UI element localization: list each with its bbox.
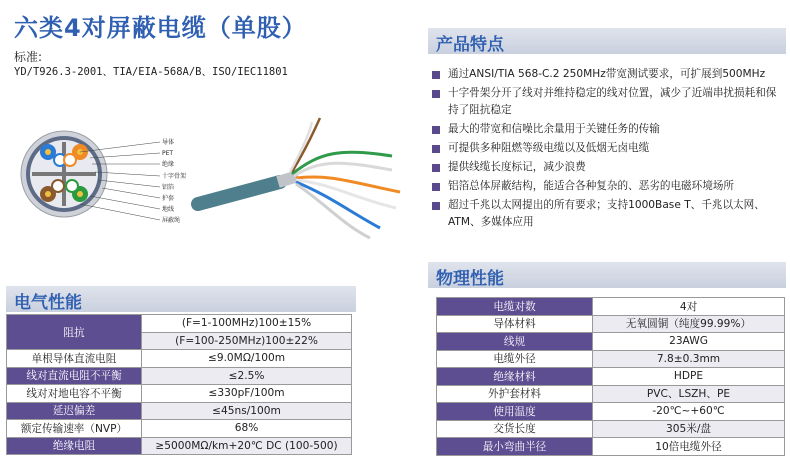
table-row [7, 402, 352, 420]
row-value: ≤45ns/100m [142, 402, 352, 420]
table-row [437, 438, 785, 456]
feature-item: 提供线缆长度标记，减少浪费 [428, 159, 783, 176]
features-title: 产品特点 [436, 35, 504, 55]
electrical-title: 电气性能 [14, 293, 82, 313]
diagram-label-drain-wire: 地线 [162, 206, 175, 213]
row-label: 电缆外径 [437, 350, 593, 368]
row-label: 线对对地电容不平衡 [7, 385, 142, 403]
feature-item: 通过ANSI/TIA 568-C.2 250MHz带宽测试要求，可扩展到500MHz [428, 66, 783, 83]
impedance-label: 阻抗 [7, 315, 142, 350]
table-row [437, 298, 785, 316]
page-title: 六类4对屏蔽电缆（单股） [14, 14, 307, 42]
table-row [437, 403, 785, 421]
diagram-label-pet: PET [162, 150, 174, 157]
feature-item: 可提供多种阻燃等级电缆以及低烟无卤电缆 [428, 140, 783, 157]
row-value: HDPE [593, 368, 785, 386]
features-list [428, 66, 783, 233]
diagram-label-conductor: 导体 [162, 139, 175, 146]
row-value: ≥5000MΩ/km+20℃ DC (100-500) [142, 437, 352, 455]
table-row [7, 437, 352, 455]
table-row [7, 315, 352, 333]
standards-text: YD/T926.3-2001、TIA/EIA-568A/B、ISO/IEC11801 [14, 66, 288, 78]
row-label: 绝缘材料 [437, 368, 593, 386]
diagram-label-cross-filler: 十字骨架 [162, 173, 187, 180]
table-row [7, 350, 352, 368]
diagram-label-foil: 铝箔 [162, 184, 175, 191]
physical-title: 物理性能 [436, 269, 504, 289]
row-value: 23AWG [593, 333, 785, 351]
row-value: 4对 [593, 298, 785, 316]
row-value: PVC、LSZH、PE [593, 385, 785, 403]
physical-table [436, 297, 785, 456]
feature-item: 十字骨架分开了线对并维持稳定的线对位置，减少了近端串扰损耗和保持了阻抗稳定 [428, 85, 783, 119]
row-label: 使用温度 [437, 403, 593, 421]
diagram-label-insulation: 绝缘 [162, 161, 175, 168]
row-label: 导体材料 [437, 315, 593, 333]
table-row [437, 333, 785, 351]
row-value: 无氧圆铜（纯度99.99%） [593, 315, 785, 333]
stripped-cable-image [198, 118, 400, 238]
table-row [7, 367, 352, 385]
table-row [437, 385, 785, 403]
row-label: 线对直流电阻不平衡 [7, 367, 142, 385]
row-value: ≤9.0MΩ/100m [142, 350, 352, 368]
row-label: 单根导体直流电阻 [7, 350, 142, 368]
row-value: -20℃~+60℃ [593, 403, 785, 421]
row-label: 延迟偏差 [7, 402, 142, 420]
diagram-label-jacket: 护套 [162, 195, 175, 202]
table-row [7, 385, 352, 403]
electrical-table [6, 314, 352, 455]
feature-item: 铝箔总体屏蔽结构，能适合各种复杂的、恶劣的电磁环境场所 [428, 178, 783, 195]
diagram-label-shield-cord: 屏蔽绳 [162, 217, 181, 224]
feature-item: 超过千兆以太网提出的所有要求；支持1000Base T、千兆以太网、ATM、多媒体应用 [428, 197, 783, 231]
row-value: 7.8±0.3mm [593, 350, 785, 368]
impedance-value: (F=1-100MHz)100±15% [142, 315, 352, 333]
row-label: 最小弯曲半径 [437, 438, 593, 456]
row-label: 电缆对数 [437, 298, 593, 316]
impedance-value: (F=100-250MHz)100±22% [142, 332, 352, 350]
row-label: 线规 [437, 333, 593, 351]
row-value: 305米/盘 [593, 420, 785, 438]
row-label: 交货长度 [437, 420, 593, 438]
table-row [437, 315, 785, 333]
row-value: ≤2.5% [142, 367, 352, 385]
table-row [437, 368, 785, 386]
table-row [7, 420, 352, 438]
table-row [437, 350, 785, 368]
row-label: 外护套材料 [437, 385, 593, 403]
table-row [437, 420, 785, 438]
cable-illustration [20, 112, 420, 262]
row-value: 10倍电缆外径 [593, 438, 785, 456]
row-value: 68% [142, 420, 352, 438]
row-label: 额定传输速率（NVP） [7, 420, 142, 438]
row-value: ≤330pF/100m [142, 385, 352, 403]
cable-cross-section [21, 131, 107, 217]
row-label: 绝缘电阻 [7, 437, 142, 455]
standards-label: 标准: [14, 50, 43, 64]
feature-item: 最大的带宽和信噪比余量用于关键任务的传输 [428, 121, 783, 138]
